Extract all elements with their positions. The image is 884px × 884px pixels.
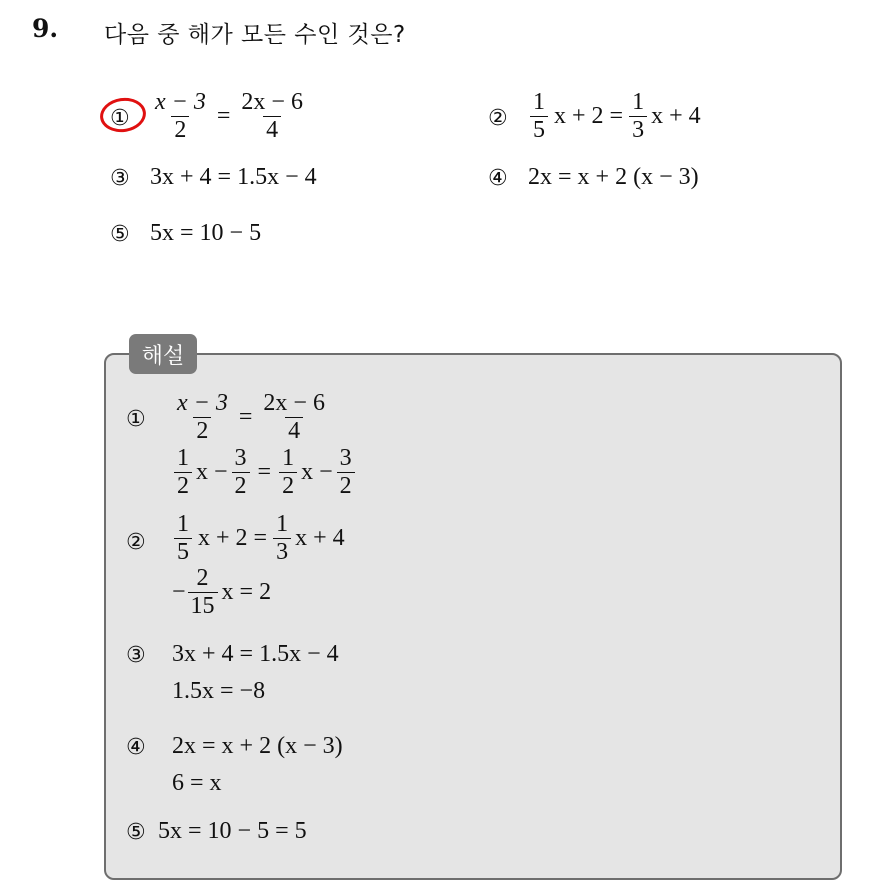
choice-5-marker[interactable]: ⑤ — [110, 222, 130, 247]
term-tail: x = 2 — [221, 579, 272, 606]
equals-sign: = — [257, 459, 272, 486]
fraction-denominator: 5 — [174, 538, 192, 565]
term-tail: x − — [301, 459, 333, 486]
choice-2-equation[interactable] — [528, 90, 701, 143]
equals-sign: = — [216, 103, 231, 130]
solution-tag: 해설 — [129, 334, 197, 374]
fraction-denominator: 15 — [188, 592, 218, 619]
choice-2-end: x + 4 — [651, 103, 701, 130]
fraction — [273, 512, 291, 565]
equals-sign: = — [238, 404, 253, 431]
fraction-numerator: 3 — [234, 445, 247, 471]
minus-sign: − — [172, 579, 186, 606]
fraction-denominator: 5 — [530, 116, 548, 143]
choice-1-rhs-fraction — [238, 90, 306, 143]
solution-2-marker: ② — [126, 530, 146, 555]
choice-4-equation[interactable]: 2x = x + 2 (x − 3) — [528, 164, 699, 190]
choice-1-lhs-fraction — [152, 90, 209, 143]
choice-3-marker[interactable]: ③ — [110, 166, 130, 191]
fraction — [260, 391, 328, 444]
fraction — [232, 446, 250, 499]
fraction — [174, 446, 192, 499]
solution-5-marker: ⑤ — [126, 820, 146, 845]
fraction-denominator: 3 — [273, 538, 291, 565]
fraction-numerator: 1 — [632, 89, 645, 115]
answer-circle-mark — [98, 95, 148, 135]
solution-1-line-2 — [172, 446, 357, 499]
choice-2-fraction-2 — [629, 90, 647, 143]
fraction-numerator: 1 — [177, 445, 189, 471]
term-end: x + 4 — [295, 525, 345, 552]
fraction — [174, 512, 192, 565]
fraction-denominator: 2 — [171, 116, 189, 143]
fraction-numerator: x − 3 — [177, 390, 228, 416]
fraction-numerator: 2x − 6 — [241, 89, 303, 115]
fraction-denominator: 4 — [285, 417, 303, 444]
fraction-numerator: 1 — [276, 511, 289, 537]
fraction — [188, 566, 218, 619]
choice-2-marker[interactable]: ② — [488, 106, 508, 131]
fraction-numerator: x − 3 — [155, 89, 206, 115]
fraction-numerator: 1 — [177, 511, 189, 537]
fraction-numerator: 1 — [533, 89, 545, 115]
fraction-denominator: 3 — [629, 116, 647, 143]
fraction — [174, 391, 231, 444]
term-middle: x + 2 = — [198, 525, 268, 552]
fraction — [337, 446, 355, 499]
fraction-denominator: 2 — [337, 472, 355, 499]
solution-1-marker: ① — [126, 407, 146, 432]
solution-1-line-1 — [172, 391, 330, 444]
fraction-denominator: 2 — [193, 417, 211, 444]
fraction-denominator: 2 — [279, 472, 297, 499]
choice-1-equation[interactable] — [150, 90, 308, 143]
choice-2-middle: x + 2 = — [554, 103, 624, 130]
fraction-numerator: 2 — [196, 565, 209, 591]
question-text: 다음 중 해가 모든 수인 것은? — [104, 22, 406, 48]
solution-2-line-1 — [172, 512, 345, 565]
fraction — [279, 446, 297, 499]
fraction-numerator: 1 — [282, 445, 295, 471]
choice-3-equation[interactable]: 3x + 4 = 1.5x − 4 — [150, 164, 317, 190]
solution-3-line-1: 3x + 4 = 1.5x − 4 — [172, 641, 339, 667]
solution-4-line-2: 6 = x — [172, 770, 222, 796]
choice-1-marker[interactable]: ① — [110, 106, 130, 131]
solution-3-marker: ③ — [126, 643, 146, 668]
fraction-denominator: 2 — [232, 472, 250, 499]
fraction-numerator: 2x − 6 — [263, 390, 325, 416]
fraction-numerator: 3 — [339, 445, 352, 471]
fraction-denominator: 4 — [263, 116, 281, 143]
choice-4-marker[interactable]: ④ — [488, 166, 508, 191]
solution-4-line-1: 2x = x + 2 (x − 3) — [172, 733, 343, 759]
term-tail: x − — [196, 459, 228, 486]
solution-4-marker: ④ — [126, 735, 146, 760]
solution-3-line-2: 1.5x = −8 — [172, 678, 266, 704]
solution-2-line-2 — [172, 566, 271, 619]
fraction-denominator: 2 — [174, 472, 192, 499]
question-number: 9. — [32, 14, 59, 43]
choice-5-equation[interactable]: 5x = 10 − 5 — [150, 220, 262, 246]
solution-5-line-1: 5x = 10 − 5 = 5 — [158, 818, 307, 844]
choice-2-fraction-1 — [530, 90, 548, 143]
